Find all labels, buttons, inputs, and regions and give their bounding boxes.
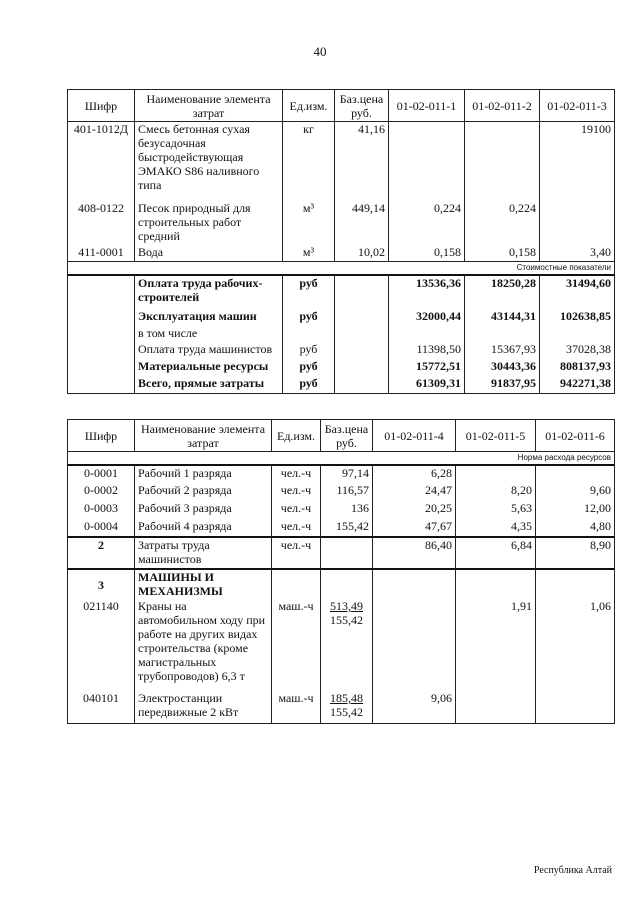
cell-price	[335, 326, 389, 342]
section-note-row	[68, 452, 615, 466]
cell-value	[536, 569, 615, 599]
cell-price	[321, 691, 373, 723]
cell-value: 8,20	[456, 483, 536, 501]
col-header-unit: Ед.изм.	[272, 420, 321, 452]
cell-price	[335, 275, 389, 309]
cell-cost-name: в том числе	[135, 326, 283, 342]
cell-value: 86,40	[373, 537, 456, 569]
col-header-price: Баз.цена руб.	[321, 420, 373, 452]
cell-value	[373, 599, 456, 691]
cell-unit: чел.-ч	[272, 537, 321, 569]
table-header	[68, 420, 615, 452]
cell-unit: чел.-ч	[272, 519, 321, 537]
cell-unit: м³	[283, 245, 335, 262]
cell-value	[536, 691, 615, 723]
col-header-norm-2: 01-02-011-2	[465, 90, 540, 122]
price-top: 185,48	[330, 691, 363, 705]
cell-code	[68, 275, 135, 309]
resource-table-1	[67, 89, 615, 394]
cell-name: Краны на автомобильном ходу при работе на других видах строительства (кроме магистральных трубопроводов) 6,3 т	[135, 599, 272, 691]
cell-unit: кг	[283, 122, 335, 201]
cell-value: 1,06	[536, 599, 615, 691]
cell-price: 155,42	[321, 519, 373, 537]
cell-value: 4,35	[456, 519, 536, 537]
cell-value	[373, 569, 456, 599]
cell-value: 15367,93	[465, 342, 540, 359]
table-row	[68, 483, 615, 501]
cell-name: Вода	[135, 245, 283, 262]
cost-row	[68, 275, 615, 309]
cell-value: 30443,36	[465, 359, 540, 376]
cell-value: 8,90	[536, 537, 615, 569]
col-header-code: Шифр	[68, 420, 135, 452]
cost-row	[68, 326, 615, 342]
cell-price	[335, 342, 389, 359]
cell-value: 9,06	[373, 691, 456, 723]
section-note: Норма расхода ресурсов	[68, 452, 615, 466]
cell-price: 449,14	[335, 201, 389, 245]
col-header-norm-1: 01-02-011-1	[389, 90, 465, 122]
cell-code: 0-0003	[68, 501, 135, 519]
price-top: 513,49	[330, 599, 363, 613]
cell-value: 102638,85	[540, 309, 615, 326]
cell-code: 040101	[68, 691, 135, 723]
cell-price: 41,16	[335, 122, 389, 201]
col-header-code: Шифр	[68, 90, 135, 122]
cost-row	[68, 376, 615, 393]
cell-price	[321, 599, 373, 691]
cell-value: 24,47	[373, 483, 456, 501]
col-header-unit: Ед.изм.	[283, 90, 335, 122]
cost-row	[68, 309, 615, 326]
cell-unit: руб	[283, 275, 335, 309]
cell-value: 32000,44	[389, 309, 465, 326]
cell-unit: руб	[283, 359, 335, 376]
cell-section-title: МАШИНЫ И МЕХАНИЗМЫ	[135, 569, 272, 599]
cell-unit: руб	[283, 309, 335, 326]
cell-value: 20,25	[373, 501, 456, 519]
cell-value	[456, 465, 536, 483]
cell-code: 411-0001	[68, 245, 135, 262]
price-bottom: 155,42	[330, 705, 363, 719]
cell-code: 2	[68, 537, 135, 569]
price-bottom: 155,42	[330, 613, 363, 627]
cell-name: Смесь бетонная сухая безусадочная быстродействующая ЭМАКО S86 наливного типа	[135, 122, 283, 201]
cell-value: 15772,51	[389, 359, 465, 376]
labor-total-row	[68, 537, 615, 569]
cell-value: 9,60	[536, 483, 615, 501]
table-row	[68, 691, 615, 723]
cell-value: 5,63	[456, 501, 536, 519]
cell-value: 13536,36	[389, 275, 465, 309]
cell-value: 11398,50	[389, 342, 465, 359]
cell-value: 6,84	[456, 537, 536, 569]
cell-price	[321, 569, 373, 599]
cell-value: 47,67	[373, 519, 456, 537]
col-header-norm-3: 01-02-011-3	[540, 90, 615, 122]
cell-value: 4,80	[536, 519, 615, 537]
cell-name: Рабочий 3 разряда	[135, 501, 272, 519]
cell-value	[389, 122, 465, 201]
cell-value: 942271,38	[540, 376, 615, 393]
cell-code: 0-0001	[68, 465, 135, 483]
table-row	[68, 599, 615, 691]
cell-cost-name: Материальные ресурсы	[135, 359, 283, 376]
cell-unit: маш.-ч	[272, 599, 321, 691]
cell-value: 18250,28	[465, 275, 540, 309]
resource-table-2	[67, 419, 615, 724]
cell-unit	[272, 569, 321, 599]
cell-code	[68, 309, 135, 326]
cell-value: 61309,31	[389, 376, 465, 393]
cost-row	[68, 359, 615, 376]
cost-row	[68, 342, 615, 359]
cell-value	[456, 569, 536, 599]
cell-price	[321, 537, 373, 569]
cell-price	[335, 376, 389, 393]
cell-code: 3	[68, 569, 135, 599]
cell-name: Рабочий 2 разряда	[135, 483, 272, 501]
cell-value	[540, 326, 615, 342]
table-row	[68, 122, 615, 201]
table-row	[68, 501, 615, 519]
cell-value: 91837,95	[465, 376, 540, 393]
cell-unit	[283, 326, 335, 342]
cell-value	[536, 465, 615, 483]
col-header-norm-4: 01-02-011-4	[373, 420, 456, 452]
cell-code: 401-1012Д	[68, 122, 135, 201]
cell-unit: руб	[283, 376, 335, 393]
cell-value: 19100	[540, 122, 615, 201]
section-note: Стоимостные показатели	[68, 262, 615, 276]
cell-name: Электростанции передвижные 2 кВт	[135, 691, 272, 723]
cell-value: 6,28	[373, 465, 456, 483]
cell-value: 0,158	[389, 245, 465, 262]
cell-value	[465, 122, 540, 201]
section-note-row	[68, 262, 615, 276]
cell-code: 0-0004	[68, 519, 135, 537]
cell-code: 0-0002	[68, 483, 135, 501]
cell-value: 808137,93	[540, 359, 615, 376]
cell-price: 97,14	[321, 465, 373, 483]
cell-cost-name: Оплата труда рабочих-строителей	[135, 275, 283, 309]
cell-code	[68, 376, 135, 393]
cell-unit: маш.-ч	[272, 691, 321, 723]
cell-name: Песок природный для строительных работ средний	[135, 201, 283, 245]
cell-name: Затраты труда машинистов	[135, 537, 272, 569]
cell-value: 37028,38	[540, 342, 615, 359]
table-row	[68, 201, 615, 245]
cell-name: Рабочий 1 разряда	[135, 465, 272, 483]
cell-price	[335, 309, 389, 326]
col-header-name: Наименование элемента затрат	[135, 90, 283, 122]
table-header	[68, 90, 615, 122]
cell-code	[68, 342, 135, 359]
cell-value: 1,91	[456, 599, 536, 691]
cell-value: 31494,60	[540, 275, 615, 309]
table-row	[68, 245, 615, 262]
cell-unit: чел.-ч	[272, 465, 321, 483]
cell-value	[389, 326, 465, 342]
cell-code	[68, 359, 135, 376]
table-row	[68, 465, 615, 483]
cell-value	[465, 326, 540, 342]
page-number: 40	[313, 44, 327, 59]
cell-price: 10,02	[335, 245, 389, 262]
cell-value: 0,224	[389, 201, 465, 245]
cell-code: 021140	[68, 599, 135, 691]
cell-price: 116,57	[321, 483, 373, 501]
cell-name: Рабочий 4 разряда	[135, 519, 272, 537]
cell-unit: м³	[283, 201, 335, 245]
cell-value: 12,00	[536, 501, 615, 519]
cell-price	[335, 359, 389, 376]
footer-region: Республика Алтай	[533, 865, 612, 876]
cell-value: 0,158	[465, 245, 540, 262]
cell-code: 408-0122	[68, 201, 135, 245]
cell-value	[540, 201, 615, 245]
machines-section-row	[68, 569, 615, 599]
cell-value	[456, 691, 536, 723]
cell-price: 136	[321, 501, 373, 519]
cell-code	[68, 326, 135, 342]
cell-value: 0,224	[465, 201, 540, 245]
cell-cost-name: Эксплуатация машин	[135, 309, 283, 326]
cell-value: 3,40	[540, 245, 615, 262]
col-header-norm-6: 01-02-011-6	[536, 420, 615, 452]
cell-cost-name: Всего, прямые затраты	[135, 376, 283, 393]
col-header-price: Баз.цена руб.	[335, 90, 389, 122]
cell-unit: руб	[283, 342, 335, 359]
col-header-norm-5: 01-02-011-5	[456, 420, 536, 452]
table-row	[68, 519, 615, 537]
cell-value: 43144,31	[465, 309, 540, 326]
cell-cost-name: Оплата труда машинистов	[135, 342, 283, 359]
cell-unit: чел.-ч	[272, 501, 321, 519]
col-header-name: Наименование элемента затрат	[135, 420, 272, 452]
cell-unit: чел.-ч	[272, 483, 321, 501]
